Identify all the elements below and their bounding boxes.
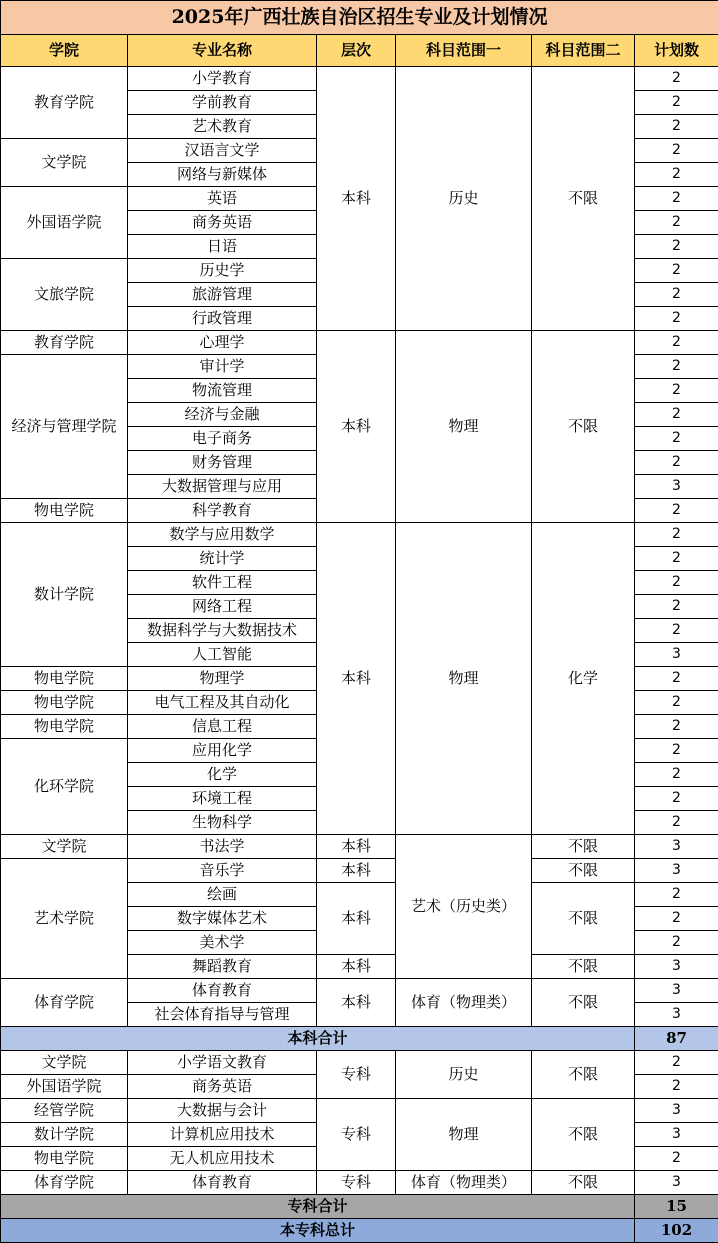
count-cell: 3	[635, 1123, 718, 1147]
range1-cell: 历史	[396, 67, 532, 331]
major-cell: 美术学	[128, 931, 317, 955]
count-cell: 2	[635, 883, 718, 907]
range1-cell: 体育（物理类）	[396, 979, 532, 1027]
major-cell: 舞蹈教育	[128, 955, 317, 979]
count-cell: 2	[635, 499, 718, 523]
count-cell: 2	[635, 379, 718, 403]
count-cell: 2	[635, 763, 718, 787]
major-cell: 小学语文教育	[128, 1051, 317, 1075]
major-cell: 历史学	[128, 259, 317, 283]
benke-subtotal-value: 87	[635, 1027, 718, 1051]
major-cell: 汉语言文学	[128, 139, 317, 163]
college-cell: 经管学院	[1, 1099, 128, 1123]
table-title: 2025年广西壮族自治区招生专业及计划情况	[1, 1, 718, 35]
count-cell: 2	[635, 163, 718, 187]
college-cell: 文学院	[1, 835, 128, 859]
college-cell: 文学院	[1, 1051, 128, 1075]
major-cell: 数据科学与大数据技术	[128, 619, 317, 643]
header-range1: 科目范围一	[396, 35, 532, 67]
college-cell: 数计学院	[1, 523, 128, 667]
count-cell: 2	[635, 403, 718, 427]
major-cell: 音乐学	[128, 859, 317, 883]
table-row	[1, 523, 718, 547]
college-cell: 体育学院	[1, 1171, 128, 1195]
count-cell: 2	[635, 691, 718, 715]
count-cell: 2	[635, 571, 718, 595]
count-cell: 3	[635, 1171, 718, 1195]
grand-total-label: 本专科总计	[1, 1219, 635, 1243]
table-row	[1, 1051, 718, 1075]
major-cell: 经济与金融	[128, 403, 317, 427]
count-cell: 3	[635, 1003, 718, 1027]
count-cell: 2	[635, 115, 718, 139]
major-cell: 电子商务	[128, 427, 317, 451]
major-cell: 体育教育	[128, 1171, 317, 1195]
level-cell: 专科	[317, 1051, 396, 1099]
grand-total-row	[1, 1219, 718, 1243]
header-college: 学院	[1, 35, 128, 67]
major-cell: 英语	[128, 187, 317, 211]
major-cell: 软件工程	[128, 571, 317, 595]
zhuanke-subtotal-label: 专科合计	[1, 1195, 635, 1219]
major-cell: 学前教育	[128, 91, 317, 115]
range2-cell: 化学	[532, 523, 635, 835]
table-row	[1, 835, 718, 859]
range2-cell: 不限	[532, 883, 635, 955]
major-cell: 数字媒体艺术	[128, 907, 317, 931]
range1-cell: 体育（物理类）	[396, 1171, 532, 1195]
count-cell: 2	[635, 523, 718, 547]
range2-cell: 不限	[532, 331, 635, 523]
header-major: 专业名称	[128, 35, 317, 67]
count-cell: 2	[635, 595, 718, 619]
count-cell: 2	[635, 331, 718, 355]
header-level: 层次	[317, 35, 396, 67]
major-cell: 物理学	[128, 667, 317, 691]
major-cell: 小学教育	[128, 67, 317, 91]
major-cell: 体育教育	[128, 979, 317, 1003]
range2-cell: 不限	[532, 955, 635, 979]
major-cell: 商务英语	[128, 211, 317, 235]
table-row	[1, 979, 718, 1003]
level-cell: 本科	[317, 955, 396, 979]
major-cell: 生物科学	[128, 811, 317, 835]
college-cell: 艺术学院	[1, 859, 128, 979]
header-count: 计划数	[635, 35, 718, 67]
range2-cell: 不限	[532, 67, 635, 331]
count-cell: 3	[635, 643, 718, 667]
major-cell: 统计学	[128, 547, 317, 571]
major-cell: 计算机应用技术	[128, 1123, 317, 1147]
count-cell: 2	[635, 787, 718, 811]
count-cell: 2	[635, 67, 718, 91]
college-cell: 物电学院	[1, 691, 128, 715]
count-cell: 2	[635, 211, 718, 235]
major-cell: 绘画	[128, 883, 317, 907]
count-cell: 2	[635, 931, 718, 955]
level-cell: 专科	[317, 1171, 396, 1195]
count-cell: 3	[635, 979, 718, 1003]
count-cell: 2	[635, 907, 718, 931]
college-cell: 外国语学院	[1, 187, 128, 259]
count-cell: 3	[635, 835, 718, 859]
major-cell: 化学	[128, 763, 317, 787]
zhuanke-subtotal-value: 15	[635, 1195, 718, 1219]
major-cell: 艺术教育	[128, 115, 317, 139]
header-range2: 科目范围二	[532, 35, 635, 67]
college-cell: 化环学院	[1, 739, 128, 835]
major-cell: 信息工程	[128, 715, 317, 739]
count-cell: 3	[635, 955, 718, 979]
grand-total-value: 102	[635, 1219, 718, 1243]
title-row	[1, 1, 718, 35]
college-cell: 经济与管理学院	[1, 355, 128, 499]
major-cell: 商务英语	[128, 1075, 317, 1099]
college-cell: 数计学院	[1, 1123, 128, 1147]
range2-cell: 不限	[532, 835, 635, 859]
college-cell: 物电学院	[1, 1147, 128, 1171]
college-cell: 教育学院	[1, 67, 128, 139]
range1-cell: 物理	[396, 331, 532, 523]
major-cell: 社会体育指导与管理	[128, 1003, 317, 1027]
major-cell: 日语	[128, 235, 317, 259]
header-row	[1, 35, 718, 67]
range2-cell: 不限	[532, 979, 635, 1027]
major-cell: 旅游管理	[128, 283, 317, 307]
count-cell: 2	[635, 739, 718, 763]
level-cell: 本科	[317, 523, 396, 835]
count-cell: 2	[635, 811, 718, 835]
major-cell: 无人机应用技术	[128, 1147, 317, 1171]
count-cell: 2	[635, 307, 718, 331]
count-cell: 3	[635, 1099, 718, 1123]
range1-cell: 历史	[396, 1051, 532, 1099]
college-cell: 物电学院	[1, 667, 128, 691]
range1-cell: 艺术（历史类）	[396, 835, 532, 979]
major-cell: 数学与应用数学	[128, 523, 317, 547]
level-cell: 本科	[317, 859, 396, 883]
range2-cell: 不限	[532, 1099, 635, 1171]
level-cell: 专科	[317, 1099, 396, 1171]
count-cell: 2	[635, 451, 718, 475]
count-cell: 2	[635, 619, 718, 643]
major-cell: 科学教育	[128, 499, 317, 523]
count-cell: 2	[635, 715, 718, 739]
count-cell: 2	[635, 139, 718, 163]
range1-cell: 物理	[396, 523, 532, 835]
count-cell: 2	[635, 1147, 718, 1171]
table-row	[1, 1099, 718, 1123]
major-cell: 网络与新媒体	[128, 163, 317, 187]
range2-cell: 不限	[532, 859, 635, 883]
table-row	[1, 331, 718, 355]
level-cell: 本科	[317, 883, 396, 955]
count-cell: 2	[635, 91, 718, 115]
count-cell: 3	[635, 859, 718, 883]
count-cell: 2	[635, 1075, 718, 1099]
major-cell: 人工智能	[128, 643, 317, 667]
major-cell: 书法学	[128, 835, 317, 859]
count-cell: 2	[635, 355, 718, 379]
range2-cell: 不限	[532, 1051, 635, 1099]
major-cell: 环境工程	[128, 787, 317, 811]
college-cell: 体育学院	[1, 979, 128, 1027]
major-cell: 财务管理	[128, 451, 317, 475]
major-cell: 审计学	[128, 355, 317, 379]
count-cell: 2	[635, 427, 718, 451]
major-cell: 行政管理	[128, 307, 317, 331]
major-cell: 大数据管理与应用	[128, 475, 317, 499]
college-cell: 文旅学院	[1, 259, 128, 331]
count-cell: 3	[635, 475, 718, 499]
college-cell: 文学院	[1, 139, 128, 187]
major-cell: 应用化学	[128, 739, 317, 763]
college-cell: 教育学院	[1, 331, 128, 355]
count-cell: 2	[635, 283, 718, 307]
count-cell: 2	[635, 187, 718, 211]
benke-subtotal-row	[1, 1027, 718, 1051]
college-cell: 外国语学院	[1, 1075, 128, 1099]
major-cell: 电气工程及其自动化	[128, 691, 317, 715]
major-cell: 大数据与会计	[128, 1099, 317, 1123]
range1-cell: 物理	[396, 1099, 532, 1171]
count-cell: 2	[635, 259, 718, 283]
level-cell: 本科	[317, 979, 396, 1027]
level-cell: 本科	[317, 331, 396, 523]
benke-subtotal-label: 本科合计	[1, 1027, 635, 1051]
major-cell: 网络工程	[128, 595, 317, 619]
table-row	[1, 859, 718, 883]
table-row	[1, 67, 718, 91]
college-cell: 物电学院	[1, 715, 128, 739]
count-cell: 2	[635, 547, 718, 571]
count-cell: 2	[635, 235, 718, 259]
major-cell: 物流管理	[128, 379, 317, 403]
major-cell: 心理学	[128, 331, 317, 355]
level-cell: 本科	[317, 67, 396, 331]
table-row	[1, 1171, 718, 1195]
count-cell: 2	[635, 667, 718, 691]
zhuanke-subtotal-row	[1, 1195, 718, 1219]
count-cell: 2	[635, 1051, 718, 1075]
college-cell: 物电学院	[1, 499, 128, 523]
level-cell: 本科	[317, 835, 396, 859]
range2-cell: 不限	[532, 1171, 635, 1195]
